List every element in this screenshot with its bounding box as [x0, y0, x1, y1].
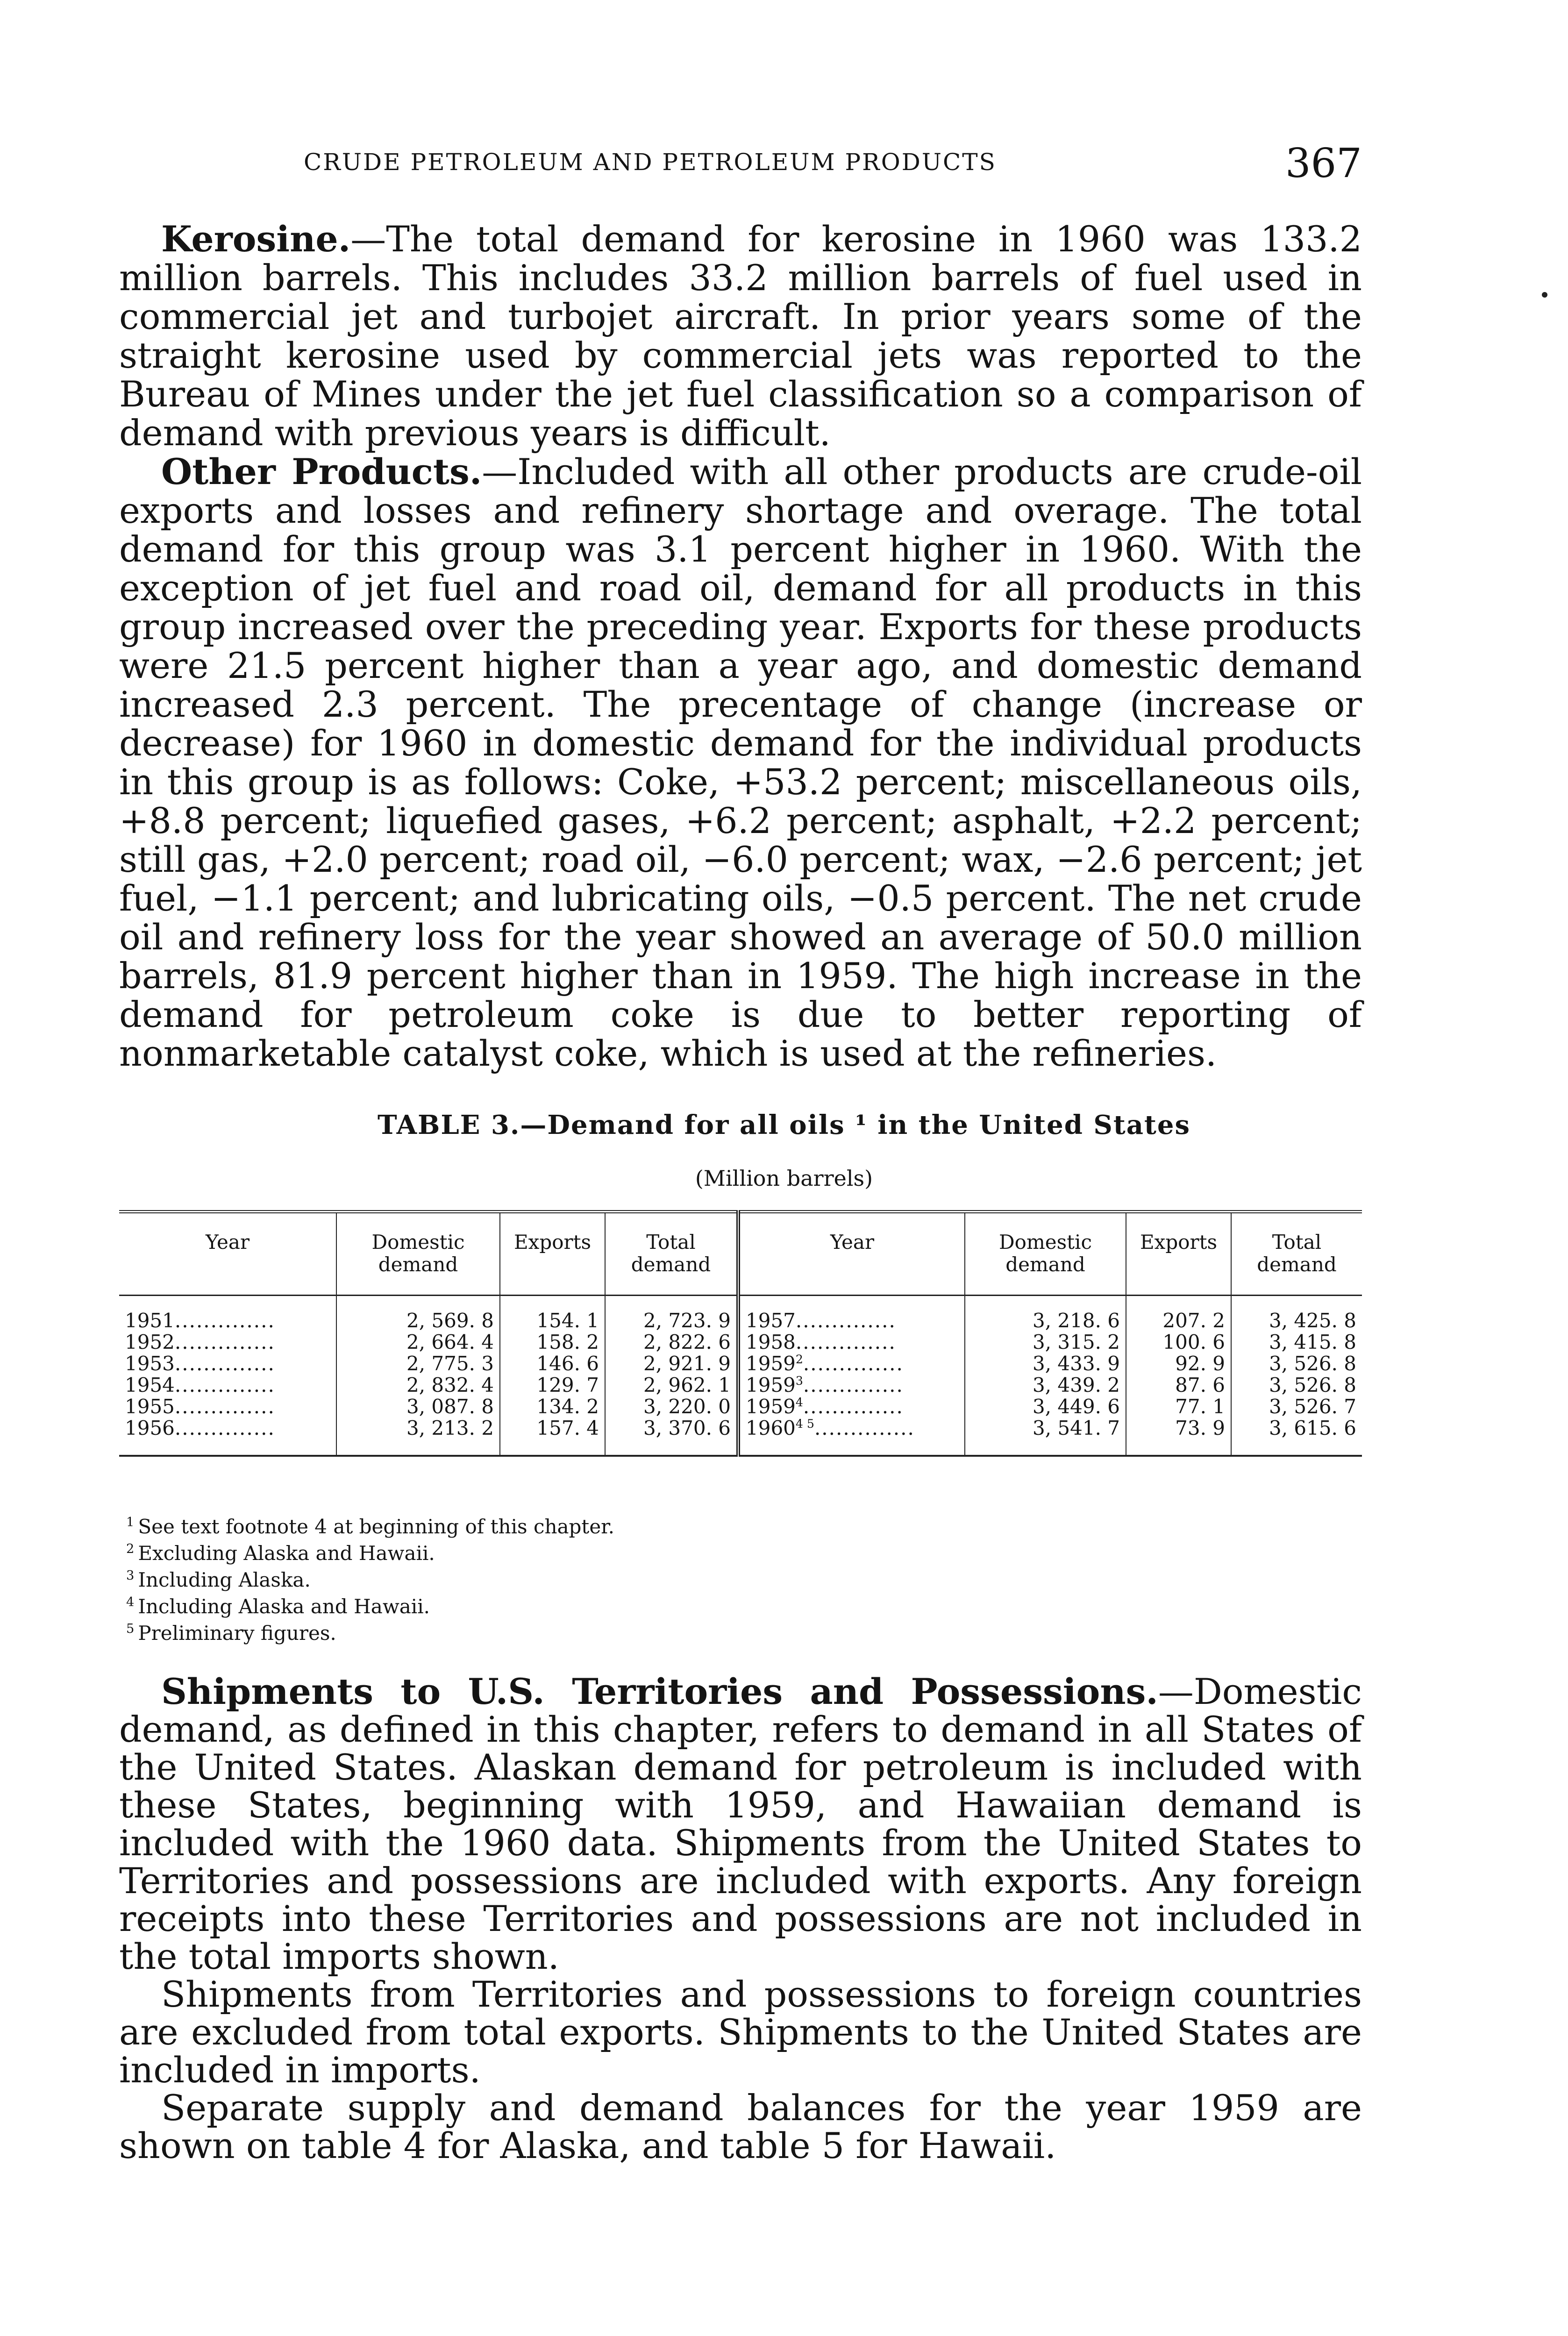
- year-cell: 1953..............: [125, 1352, 275, 1375]
- total-cell: 3, 526. 8: [1231, 1353, 1362, 1375]
- paragraph-text: Separate supply and demand balances for the year 1959 are shown on table 4 for Alaska, and table 5 for Hawaii.: [119, 2087, 1362, 2166]
- footnote: $^1$ See text footnote 4 at beginning of this chapter.: [126, 1515, 614, 1538]
- footnote: $^2$ Excluding Alaska and Hawaii.: [126, 1542, 435, 1565]
- table-row: [119, 1332, 1362, 1353]
- total-cell: 2, 822. 6: [605, 1332, 738, 1353]
- domestic-cell: 3, 315. 2: [965, 1332, 1126, 1353]
- domestic-cell: 3, 439. 2: [965, 1375, 1126, 1396]
- run-in-heading: Other Products.: [161, 451, 482, 492]
- table-row: [119, 1353, 1362, 1375]
- exports-cell: 157. 4: [500, 1417, 605, 1456]
- exports-cell: 73. 9: [1126, 1417, 1231, 1456]
- footnote: $^3$ Including Alaska.: [126, 1568, 311, 1591]
- col-domestic-header: Domestic demand: [965, 1212, 1126, 1296]
- col-exports-header: Exports: [500, 1212, 605, 1296]
- domestic-cell: 3, 087. 8: [336, 1396, 500, 1417]
- exports-cell: 158. 2: [500, 1332, 605, 1353]
- total-cell: 3, 526. 7: [1231, 1396, 1362, 1417]
- running-title: CRUDE PETROLEUM AND PETROLEUM PRODUCTS: [304, 149, 997, 176]
- table-row: [119, 1396, 1362, 1417]
- col-domestic-header: Domestic demand: [336, 1212, 500, 1296]
- table-unit: (Million barrels): [695, 1166, 873, 1191]
- exports-cell: 92. 9: [1126, 1353, 1231, 1375]
- total-cell: 3, 370. 6: [605, 1417, 738, 1456]
- total-cell: 2, 921. 9: [605, 1353, 738, 1375]
- domestic-cell: 2, 775. 3: [336, 1353, 500, 1375]
- domestic-cell: 3, 541. 7: [965, 1417, 1126, 1456]
- col-total-header: Total demand: [1231, 1212, 1362, 1296]
- exports-cell: 146. 6: [500, 1353, 605, 1375]
- year-cell: 1952..............: [125, 1331, 275, 1353]
- domestic-cell: 2, 569. 8: [336, 1296, 500, 1332]
- col-exports-header: Exports: [1126, 1212, 1231, 1296]
- domestic-cell: 2, 832. 4: [336, 1375, 500, 1396]
- year-cell: 1955..............: [125, 1395, 275, 1418]
- year-cell: $1960^{4 5}$..............: [738, 1417, 965, 1456]
- total-cell: 2, 723. 9: [605, 1296, 738, 1332]
- total-cell: 3, 425. 8: [1231, 1296, 1362, 1332]
- paragraph-text: —Included with all other products are crude-oil exports and losses and refinery shortage and overage. The total demand for this group was 3.1 percent higher in 1960. With the exception of jet fuel and road oil, demand for all products in this group increased over the preceding year. Exports for these products were 21.5 percent higher than a year ago, and domestic demand increased 2.3 percent. The precentage of change (increase or decrease) for 1960 in domestic demand for the individual products in this group is as follows: Coke, +53.2 percent; miscellaneous oils, +8.8 percent; liquefied gases, +6.2 percent; asphalt, +2.2 percent; still gas, +2.0 percent; road oil, −6.0 percent; wax, −2.6 percent; jet fuel, −1.1 percent; and lubricating oils, −0.5 percent. The net crude oil and refinery loss for the year showed an average of 50.0 million barrels, 81.9 percent higher than in 1959. The high increase in the demand for petroleum coke is due to better reporting of nonmarketable catalyst coke, which is used at the refineries.: [119, 451, 1362, 1074]
- exports-cell: 207. 2: [1126, 1296, 1231, 1332]
- domestic-cell: 3, 213. 2: [336, 1417, 500, 1456]
- year-cell: 1956..............: [125, 1417, 275, 1439]
- page-header: [304, 140, 1362, 192]
- year-cell: 1959$^2$..............: [738, 1353, 965, 1375]
- table-header-row: [119, 1212, 1362, 1296]
- paragraph-text: —The total demand for kerosine in 1960 was 133.2 million barrels. This includes 33.2 million barrels of fuel used in commercial jet and turbojet aircraft. In prior years some of the straight kerosine used by commercial jets was reported to the Bureau of Mines under the jet fuel classification so a comparison of demand with previous years is difficult.: [119, 218, 1362, 454]
- total-cell: 3, 220. 0: [605, 1396, 738, 1417]
- year-cell: 1957..............: [738, 1296, 965, 1332]
- demand-table: [119, 1210, 1362, 1457]
- paragraph-exports-note: [119, 1975, 1362, 2089]
- table-footnotes: [126, 1511, 614, 1645]
- exports-cell: 77. 1: [1126, 1396, 1231, 1417]
- total-cell: 3, 415. 8: [1231, 1332, 1362, 1353]
- table-row: [119, 1375, 1362, 1396]
- paragraph-other-products: [119, 452, 1362, 1073]
- domestic-cell: 3, 433. 9: [965, 1353, 1126, 1375]
- exports-cell: 129. 7: [500, 1375, 605, 1396]
- paragraph-shipments: [119, 1673, 1362, 1975]
- page-number: 367: [1285, 140, 1362, 187]
- total-cell: 3, 526. 8: [1231, 1375, 1362, 1396]
- body-text-top: [119, 220, 1362, 1073]
- table-row: [119, 1296, 1362, 1332]
- year-cell: 1954..............: [125, 1374, 275, 1396]
- year-cell: 1959$^3$..............: [738, 1375, 965, 1396]
- run-in-heading: Kerosine.: [161, 218, 351, 260]
- exports-cell: 87. 6: [1126, 1375, 1231, 1396]
- body-text-bottom: [119, 1673, 1362, 2165]
- table-title: TABLE 3.—Demand for all oils ¹ in the United States: [378, 1110, 1190, 1140]
- domestic-cell: 2, 664. 4: [336, 1332, 500, 1353]
- table-row: [119, 1417, 1362, 1456]
- col-total-header: Total demand: [605, 1212, 738, 1296]
- margin-dot: [1542, 292, 1547, 298]
- exports-cell: 154. 1: [500, 1296, 605, 1332]
- run-in-heading: Shipments to U.S. Territories and Possessions.: [161, 1671, 1158, 1712]
- domestic-cell: 3, 218. 6: [965, 1296, 1126, 1332]
- year-cell: 1959$^4$..............: [738, 1396, 965, 1417]
- footnote: $^4$ Including Alaska and Hawaii.: [126, 1595, 430, 1618]
- exports-cell: 134. 2: [500, 1396, 605, 1417]
- paragraph-text: Shipments from Territories and possessions to foreign countries are excluded from total exports. Shipments to the United States are included in imports.: [119, 1973, 1362, 2091]
- year-cell: 1951..............: [125, 1309, 275, 1332]
- year-cell: 1958..............: [738, 1332, 965, 1353]
- col-year-header: Year: [205, 1231, 250, 1253]
- footnote: $^5$ Preliminary figures.: [126, 1622, 336, 1645]
- col-year-header: Year: [738, 1212, 965, 1296]
- exports-cell: 100. 6: [1126, 1332, 1231, 1353]
- total-cell: 3, 615. 6: [1231, 1417, 1362, 1456]
- domestic-cell: 3, 449. 6: [965, 1396, 1126, 1417]
- total-cell: 2, 962. 1: [605, 1375, 738, 1396]
- paragraph-balances-note: [119, 2089, 1362, 2165]
- paragraph-text: —Domestic demand, as defined in this chapter, refers to demand in all States of the United States. Alaskan demand for petroleum is included with these States, beginning with 1959, and Hawaiian demand is included with the 1960 data. Shipments from the United States to Territories and possessions are included with exports. Any foreign receipts into these Territories and possessions are not included in the total imports shown.: [119, 1671, 1362, 1977]
- paragraph-kerosine: [119, 220, 1362, 452]
